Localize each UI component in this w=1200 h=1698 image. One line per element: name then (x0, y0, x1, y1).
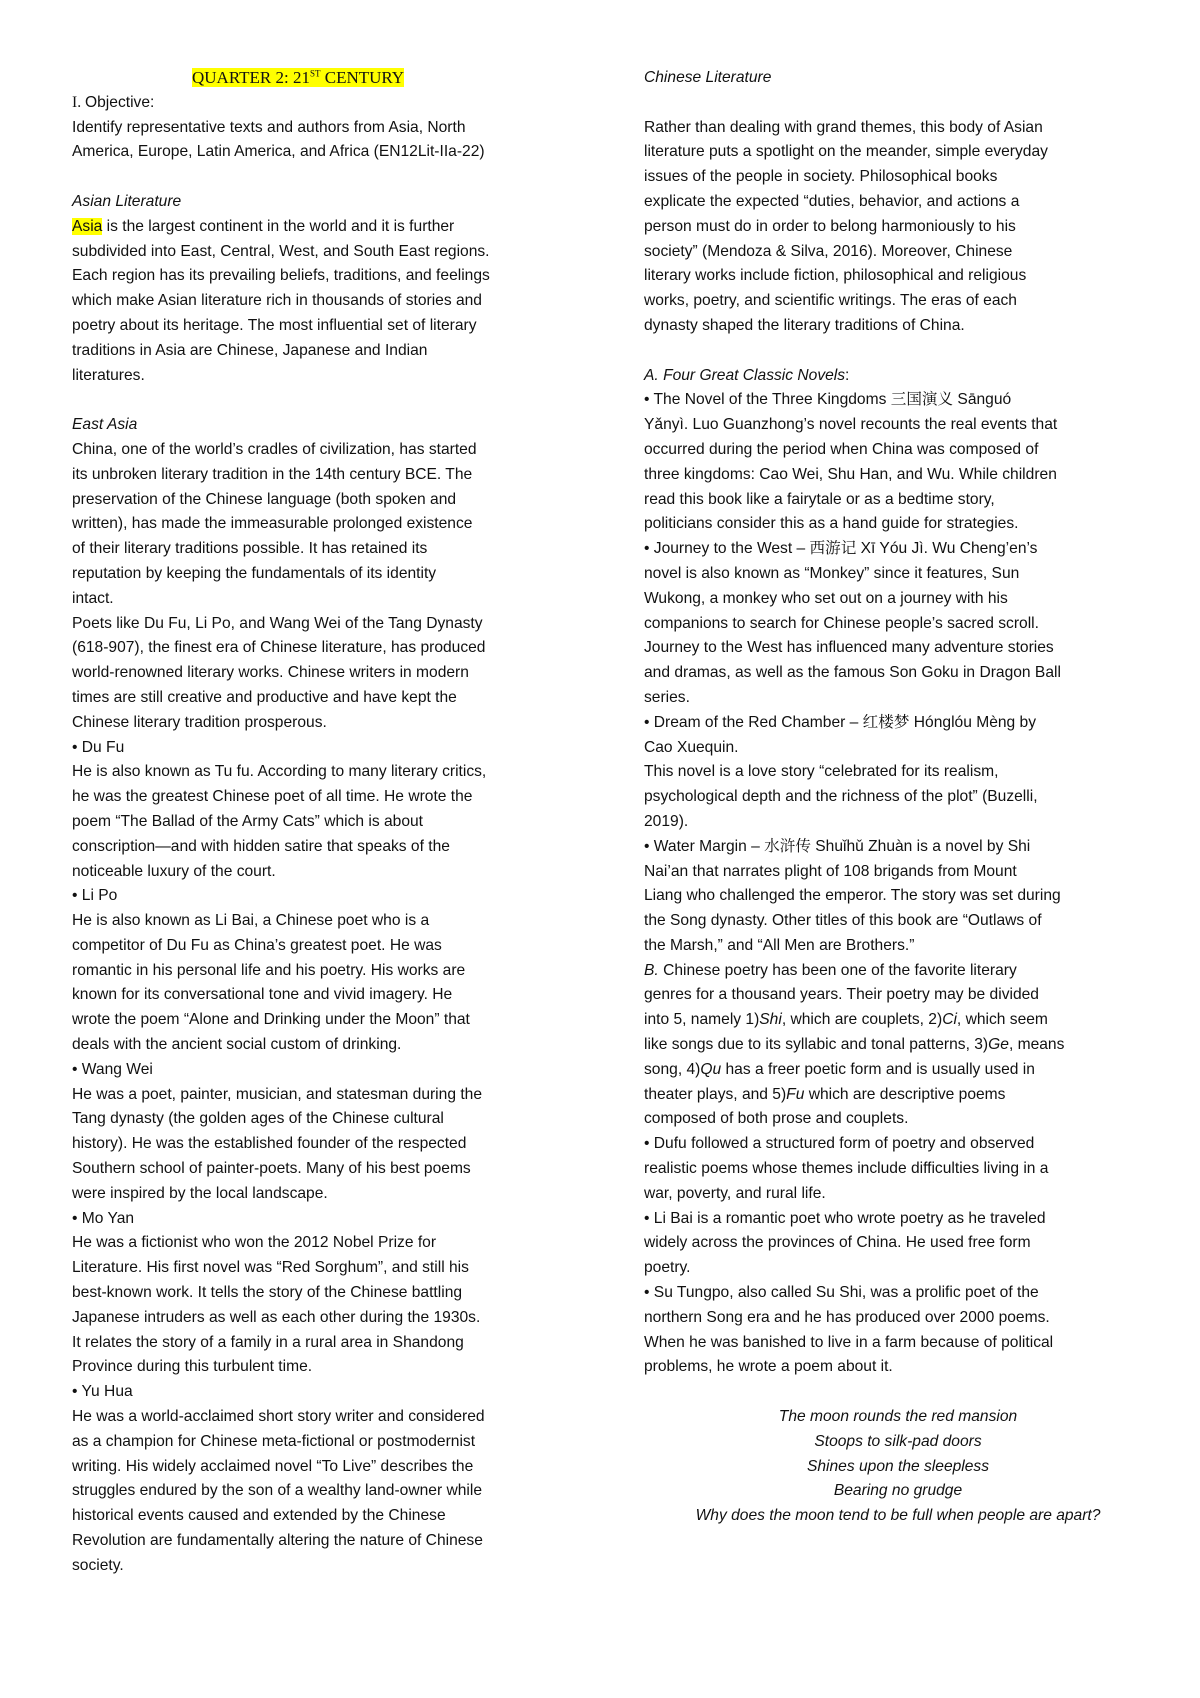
poet-line: • Su Tungpo, also called Su Shi, was a prolific poet of the (644, 1284, 1039, 1302)
poem-line: Why does the moon tend to be full when people are apart? (695, 1507, 1101, 1525)
east-asia-line: intact. (72, 589, 114, 607)
intro-line: works, poetry, and scientific writings. The eras of each (644, 292, 1017, 310)
novel-line: Cao Xuequin. (644, 738, 739, 756)
section-b-line (644, 1083, 1152, 1108)
east-asia-body (72, 438, 612, 1579)
text: song, 4) (644, 1060, 701, 1078)
section-a-heading (644, 364, 1152, 389)
east-asia-line: poem “The Ballad of the Army Cats” which is about (72, 812, 424, 830)
poem-line: Stoops to silk-pad doors (814, 1432, 982, 1450)
chinese-literature-heading: Chinese Literature (644, 69, 772, 86)
east-asia-line: Province during this turbulent time. (72, 1358, 313, 1376)
intro-line: explicate the expected “duties, behavior, and actions a (644, 192, 1020, 210)
novel-line: • Dream of the Red Chamber – 红楼梦 Hónglóu Mèng by (644, 713, 1037, 731)
intro-line: dynasty shaped the literary traditions of China. (644, 316, 965, 334)
east-asia-line: Tang dynasty (the golden ages of the Chinese cultural (72, 1110, 444, 1128)
novel-line: Liang who challenged the emperor. The story was set during (644, 887, 1061, 905)
novel-line: three kingdoms: Cao Wei, Shu Han, and Wu. While children (644, 465, 1057, 483)
text: theater plays, and 5) (644, 1085, 787, 1103)
poem-line: Shines upon the sleepless (806, 1457, 990, 1475)
east-asia-line: as a champion for Chinese meta-fictional or postmodernist (72, 1432, 476, 1450)
novel-line: the Song dynasty. Other titles of this book are “Outlaws of (644, 912, 1042, 930)
asia-first-rest: is the largest continent in the world and it is further (102, 217, 455, 235)
intro-line: literature puts a spotlight on the meander, simple everyday (644, 143, 1048, 161)
asia-paragraph (72, 240, 612, 389)
asia-first-line (72, 215, 612, 240)
objective-roman: I. (72, 93, 85, 111)
east-asia-line: Revolution are fundamentally altering the nature of Chinese (72, 1532, 483, 1550)
novel-line: read this book like a fairytale or as a bedtime story, (644, 490, 995, 508)
novel-line: • Water Margin – 水浒传 Shuǐhǔ Zhuàn is a novel by Shi (644, 837, 1031, 855)
east-asia-line: of their literary traditions possible. It has retained its (72, 540, 428, 558)
section-b-text: Chinese poetry has been one of the favorite literary (658, 961, 1017, 979)
poet-line: northern Song era and he has produced over 2000 poems. (644, 1308, 1050, 1326)
east-asia-line: were inspired by the local landscape. (72, 1184, 328, 1202)
east-asia-line: noticeable luxury of the court. (72, 862, 276, 880)
novel-line: series. (644, 688, 690, 706)
east-asia-line: • Yu Hua (72, 1383, 133, 1401)
east-asia-line: He is also known as Tu fu. According to many literary critics, (72, 763, 487, 781)
east-asia-heading: East Asia (72, 416, 138, 434)
east-asia-line: reputation by keeping the fundamentals of its identity (72, 564, 437, 582)
four-classic-novels (644, 388, 1152, 958)
east-asia-line: (618-907), the finest era of Chinese literature, has produced (72, 639, 486, 657)
east-asia-line: Southern school of painter-poets. Many of his best poems (72, 1160, 471, 1178)
intro-line: Rather than dealing with grand themes, this body of Asian (644, 118, 1043, 136)
asia-line: Each region has its prevailing beliefs, traditions, and feelings (72, 267, 490, 285)
section-b-line (644, 1058, 1152, 1083)
poet-line: When he was banished to live in a farm because of political (644, 1333, 1054, 1351)
intro-line: person must do in order to belong harmoniously to his (644, 217, 1016, 235)
east-asia-line: competitor of Du Fu as China’s greatest poet. He was (72, 936, 442, 954)
term-fu: Fu (786, 1085, 805, 1103)
east-asia-line: history). He was the established founder of the respected (72, 1135, 467, 1153)
east-asia-line: • Li Po (72, 887, 118, 905)
poet-line: poetry. (644, 1259, 691, 1277)
novel-line: • The Novel of the Three Kingdoms 三国演义 Sānguó (644, 391, 1012, 409)
novel-line: psychological depth and the richness of the plot” (Buzelli, (644, 788, 1038, 806)
east-asia-line: deals with the ancient social custom of drinking. (72, 1036, 402, 1054)
text: has a freer poetic form and is usually used in (721, 1060, 1035, 1078)
poem-line: Bearing no grudge (833, 1482, 963, 1500)
east-asia-line: • Du Fu (72, 738, 125, 756)
east-asia-line: writing. His widely acclaimed novel “To Live” describes the (72, 1457, 474, 1475)
east-asia-line: • Mo Yan (72, 1209, 135, 1227)
east-asia-line: He was a world-acclaimed short story writer and considered (72, 1408, 485, 1426)
east-asia-line: best-known work. It tells the story of the Chinese battling (72, 1284, 463, 1302)
asia-line: literatures. (72, 366, 145, 384)
term-ci: Ci (942, 1011, 957, 1029)
section-b-line: composed of both prose and couplets. (644, 1110, 909, 1128)
east-asia-line: He was a fictionist who won the 2012 Nobel Prize for (72, 1234, 437, 1252)
section-b (644, 959, 1152, 1133)
term-shi: Shi (759, 1011, 782, 1029)
novel-line: Wukong, a monkey who set out on a journey with his (644, 589, 1008, 607)
asia-line: which make Asian literature rich in thousands of stories and (72, 292, 482, 310)
east-asia-line: Chinese literary tradition prosperous. (72, 713, 327, 731)
poet-line: war, poverty, and rural life. (644, 1184, 826, 1202)
chinese-literature-intro (644, 116, 1152, 339)
novel-line: Yǎnyì. Luo Guanzhong’s novel recounts the real events that (644, 416, 1058, 434)
intro-line: issues of the people in society. Philosophical books (644, 168, 998, 186)
east-asia-line: Japanese intruders as well as each other during the 1930s. (72, 1308, 481, 1326)
east-asia-line: times are still creative and productive and have kept the (72, 688, 457, 706)
east-asia-line: world-renowned literary works. Chinese writers in modern (72, 664, 469, 682)
left-column (72, 66, 612, 1579)
text: which are descriptive poems (804, 1085, 1006, 1103)
text: into 5, namely 1) (644, 1011, 760, 1029)
east-asia-line: preservation of the Chinese language (both spoken and (72, 490, 457, 508)
poet-line: problems, he wrote a poem about it. (644, 1358, 893, 1376)
novel-line: novel is also known as “Monkey” since it features, Sun (644, 564, 1020, 582)
east-asia-line: its unbroken literary tradition in the 14th century BCE. The (72, 465, 473, 483)
asia-line: subdivided into East, Central, West, and South East regions. (72, 242, 490, 260)
title-superscript: ST (309, 68, 321, 79)
east-asia-line: written), has made the immeasurable prolonged existence (72, 515, 473, 533)
east-asia-line: conscription—and with hidden satire that speaks of the (72, 837, 450, 855)
section-a-colon: : (845, 366, 850, 384)
asia-highlight: Asia (72, 217, 103, 235)
asia-line: traditions in Asia are Chinese, Japanese and Indian (72, 341, 428, 359)
text: , which seem (956, 1011, 1048, 1029)
novel-line: • Journey to the West – 西游记 Xī Yóu Jì. Wu Cheng’en’s (644, 540, 1038, 558)
right-column (644, 66, 1152, 1529)
east-asia-line: society. (72, 1556, 124, 1574)
novel-line: companions to search for Chinese people’s sacred scroll. (644, 614, 1039, 632)
objective-text (72, 116, 612, 166)
east-asia-line: romantic in his personal life and his poetry. His works are (72, 961, 466, 979)
poet-line: • Dufu followed a structured form of poetry and observed (644, 1135, 1035, 1153)
term-qu: Qu (700, 1060, 722, 1078)
poet-line: realistic poems whose themes include difficulties living in a (644, 1160, 1049, 1178)
asia-line: poetry about its heritage. The most influential set of literary (72, 316, 477, 334)
poem-line: The moon rounds the red mansion (778, 1408, 1018, 1426)
section-a-title: A. Four Great Classic Novels (644, 366, 846, 384)
page-title (192, 66, 612, 91)
title-text: QUARTER 2: 21 (192, 68, 310, 87)
novel-line: occurred during the period when China was composed of (644, 440, 1039, 458)
text: like songs due to its syllabic and tonal patterns, 3) (644, 1036, 989, 1054)
novel-line: the Marsh,” and “All Men are Brothers.” (644, 936, 915, 954)
east-asia-line: wrote the poem “Alone and Drinking under the Moon” that (72, 1011, 470, 1029)
asian-literature-heading: Asian Literature (72, 192, 182, 210)
intro-line: society” (Mendoza & Silva, 2016). Moreover, Chinese (644, 242, 1013, 260)
east-asia-line: It relates the story of a family in a rural area in Shandong (72, 1333, 464, 1351)
east-asia-line: He was a poet, painter, musician, and statesman during the (72, 1085, 483, 1103)
novel-line: Nai’an that narrates plight of 108 brigands from Mount (644, 862, 1017, 880)
east-asia-line: • Wang Wei (72, 1060, 153, 1078)
section-b-label: B. (644, 961, 659, 979)
objective-line: Identify representative texts and authors from Asia, North (72, 118, 466, 136)
novel-line: politicians consider this as a hand guide for strategies. (644, 515, 1019, 533)
objective-label: Objective: (85, 93, 155, 111)
objective-line: America, Europe, Latin America, and Africa (EN12Lit-IIa-22) (72, 143, 485, 161)
east-asia-line: Poets like Du Fu, Li Po, and Wang Wei of the Tang Dynasty (72, 614, 483, 632)
east-asia-line: historical events caused and extended by the Chinese (72, 1507, 446, 1525)
section-b-line (644, 1008, 1152, 1033)
poets-list (644, 1132, 1152, 1380)
novel-line: This novel is a love story “celebrated for its realism, (644, 763, 999, 781)
intro-line: literary works include fiction, philosophical and religious (644, 267, 1027, 285)
term-ge: Ge (988, 1036, 1009, 1054)
section-b-line: genres for a thousand years. Their poetry may be divided (644, 986, 1039, 1004)
objective-heading (72, 91, 612, 116)
novel-line: 2019). (644, 812, 689, 830)
section-b-line (644, 959, 1152, 984)
poet-line: widely across the provinces of China. He used free form (644, 1234, 1031, 1252)
east-asia-line: China, one of the world’s cradles of civilization, has started (72, 440, 477, 458)
east-asia-line: struggles endured by the son of a wealthy land-owner while (72, 1482, 483, 1500)
text: , which are couplets, 2) (781, 1011, 943, 1029)
east-asia-line: Literature. His first novel was “Red Sorghum”, and still his (72, 1259, 469, 1277)
novel-line: Journey to the West has influenced many adventure stories (644, 639, 1054, 657)
title-text-end: CENTURY (320, 68, 405, 87)
east-asia-line: He is also known as Li Bai, a Chinese poet who is a (72, 912, 430, 930)
east-asia-line: he was the greatest Chinese poet of all time. He wrote the (72, 788, 473, 806)
poet-line: • Li Bai is a romantic poet who wrote poetry as he traveled (644, 1209, 1046, 1227)
east-asia-line: known for its conversational tone and vivid imagery. He (72, 986, 453, 1004)
novel-line: and dramas, as well as the famous Son Goku in Dragon Ball (644, 664, 1061, 682)
moon-poem (644, 1405, 1152, 1529)
section-b-line (644, 1033, 1152, 1058)
text: , means (1008, 1036, 1065, 1054)
